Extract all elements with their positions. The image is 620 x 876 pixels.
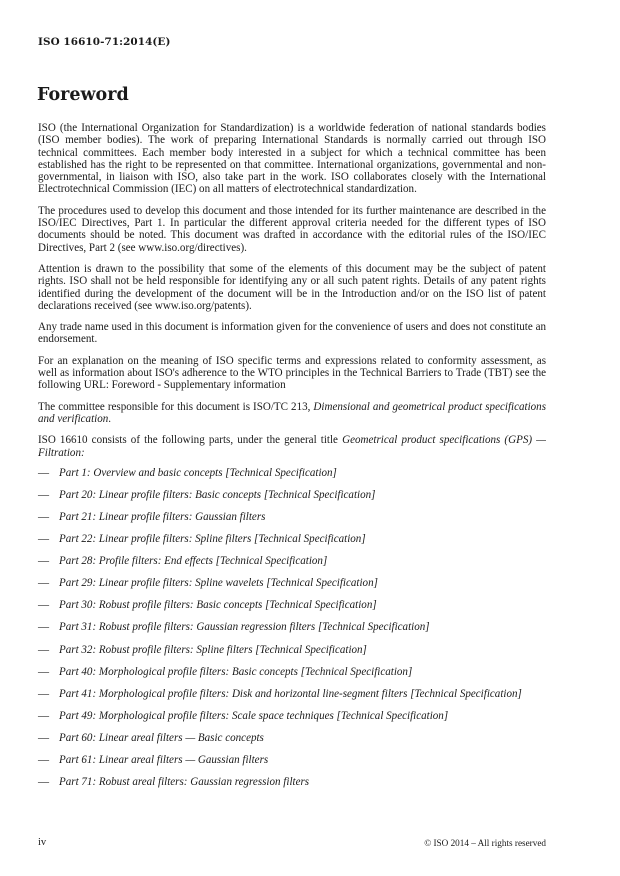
- list-item-text: Part 20: Linear profile filters: Basic concepts [Technical Specification]: [59, 488, 376, 501]
- list-dash: —: [38, 687, 50, 700]
- list-item: [38, 776, 546, 798]
- list-item: [38, 467, 546, 489]
- list-dash: —: [38, 731, 50, 744]
- list-item-text: Part 61: Linear areal filters — Gaussian filters: [59, 754, 269, 767]
- foreword-body: [38, 122, 546, 798]
- copyright-notice: © ISO 2014 – All rights reserved: [424, 838, 546, 848]
- page-title: Foreword: [37, 85, 129, 105]
- list-item: [38, 666, 546, 688]
- list-item-text: Part 41: Morphological profile filters: Disk and horizontal line-segment filters [Technical Specification]: [59, 687, 522, 700]
- list-item-text: Part 31: Robust profile filters: Gaussian regression filters [Technical Specification]: [59, 621, 430, 634]
- paragraph-procedures: The procedures used to develop this document and those intended for its further maintenance are described in the ISO/IEC Directives, Part 1. In particular the different approval criteria needed for the different types of ISO documents should be noted. This document was drafted in accordance with the editorial rules of the ISO/IEC Directives, Part 2 (see www.iso.org/directives).: [38, 204, 546, 254]
- page-number: iv: [38, 837, 47, 848]
- paragraph-parts-intro: [38, 434, 546, 459]
- parts-general-title: Geometrical product specifications (GPS) — Filtration:: [38, 434, 546, 459]
- list-item-text: Part 29: Linear profile filters: Spline wavelets [Technical Specification]: [59, 577, 378, 590]
- paragraph-patent-rights: Attention is drawn to the possibility that some of the elements of this document may be the subject of patent rights. ISO shall not be held responsible for identifying any or all such patent rights. Details of any patent rights identified during the development of the document will be in the Introduction and/or on the ISO list of patent declarations received (see www.iso.org/patents).: [38, 262, 546, 312]
- list-dash: —: [38, 776, 50, 789]
- list-item-text: Part 21: Linear profile filters: Gaussian filters: [59, 511, 266, 524]
- list-item: [38, 710, 546, 732]
- list-item: [38, 754, 546, 776]
- list-item: [38, 533, 546, 555]
- list-dash: —: [38, 621, 50, 634]
- list-dash: —: [38, 665, 50, 678]
- list-dash: —: [38, 466, 50, 479]
- list-dash: —: [38, 577, 50, 590]
- list-item-text: Part 22: Linear profile filters: Spline filters [Technical Specification]: [59, 533, 366, 546]
- list-item: [38, 577, 546, 599]
- list-item: [38, 489, 546, 511]
- list-item-text: Part 60: Linear areal filters — Basic concepts: [59, 731, 264, 744]
- parts-intro-text: ISO 16610 consists of the following parts, under the general title: [38, 434, 343, 447]
- list-dash: —: [38, 709, 50, 722]
- list-item-text: Part 30: Robust profile filters: Basic concepts [Technical Specification]: [59, 599, 377, 612]
- list-item-text: Part 28: Profile filters: End effects [Technical Specification]: [59, 555, 328, 568]
- list-item: [38, 688, 546, 710]
- list-item: [38, 644, 546, 666]
- list-dash: —: [38, 754, 50, 767]
- list-item-text: Part 71: Robust areal filters: Gaussian regression filters: [59, 776, 310, 789]
- list-item: [38, 511, 546, 533]
- list-item-text: Part 32: Robust profile filters: Spline filters [Technical Specification]: [59, 643, 367, 656]
- committee-text: The committee responsible for this document is ISO/TC 213,: [38, 400, 314, 413]
- paragraph-iso-intro: ISO (the International Organization for Standardization) is a worldwide federation of national standards bodies (ISO member bodies). The work of preparing International Standards is normally carried out through ISO technical committees. Each member body interested in a subject for which a technical committee has been established has the right to be represented on that committee. International organizations, governmental and non-governmental, in liaison with ISO, also take part in the work. ISO collaborates closely with the International Electrotechnical Commission (IEC) on all matters of electrotechnical standardization.: [38, 122, 546, 196]
- list-dash: —: [38, 533, 50, 546]
- committee-title: Dimensional and geometrical product specifications and verification: [38, 400, 547, 425]
- parts-list: [38, 467, 546, 798]
- list-item: [38, 555, 546, 577]
- committee-suffix: .: [108, 412, 112, 425]
- list-item: [38, 621, 546, 643]
- paragraph-committee: [38, 401, 546, 426]
- list-item-text: Part 49: Morphological profile filters: Scale space techniques [Technical Specification]: [59, 709, 449, 722]
- paragraph-trade-name: Any trade name used in this document is information given for the convenience of users and does not constitute an endorsement.: [38, 321, 546, 346]
- document-identifier: ISO 16610-71:2014(E): [38, 36, 171, 48]
- list-dash: —: [38, 555, 50, 568]
- list-dash: —: [38, 488, 50, 501]
- list-item: [38, 599, 546, 621]
- list-dash: —: [38, 599, 50, 612]
- list-item: [38, 732, 546, 754]
- list-dash: —: [38, 643, 50, 656]
- paragraph-conformity: For an explanation on the meaning of ISO specific terms and expressions related to conformity assessment, as well as information about ISO's adherence to the WTO principles in the Technical Barriers to Trade (TBT) see the following URL: Foreword - Supplementary information: [38, 354, 546, 392]
- list-dash: —: [38, 511, 50, 524]
- list-item-text: Part 1: Overview and basic concepts [Technical Specification]: [59, 466, 337, 479]
- list-item-text: Part 40: Morphological profile filters: Basic concepts [Technical Specification]: [59, 665, 413, 678]
